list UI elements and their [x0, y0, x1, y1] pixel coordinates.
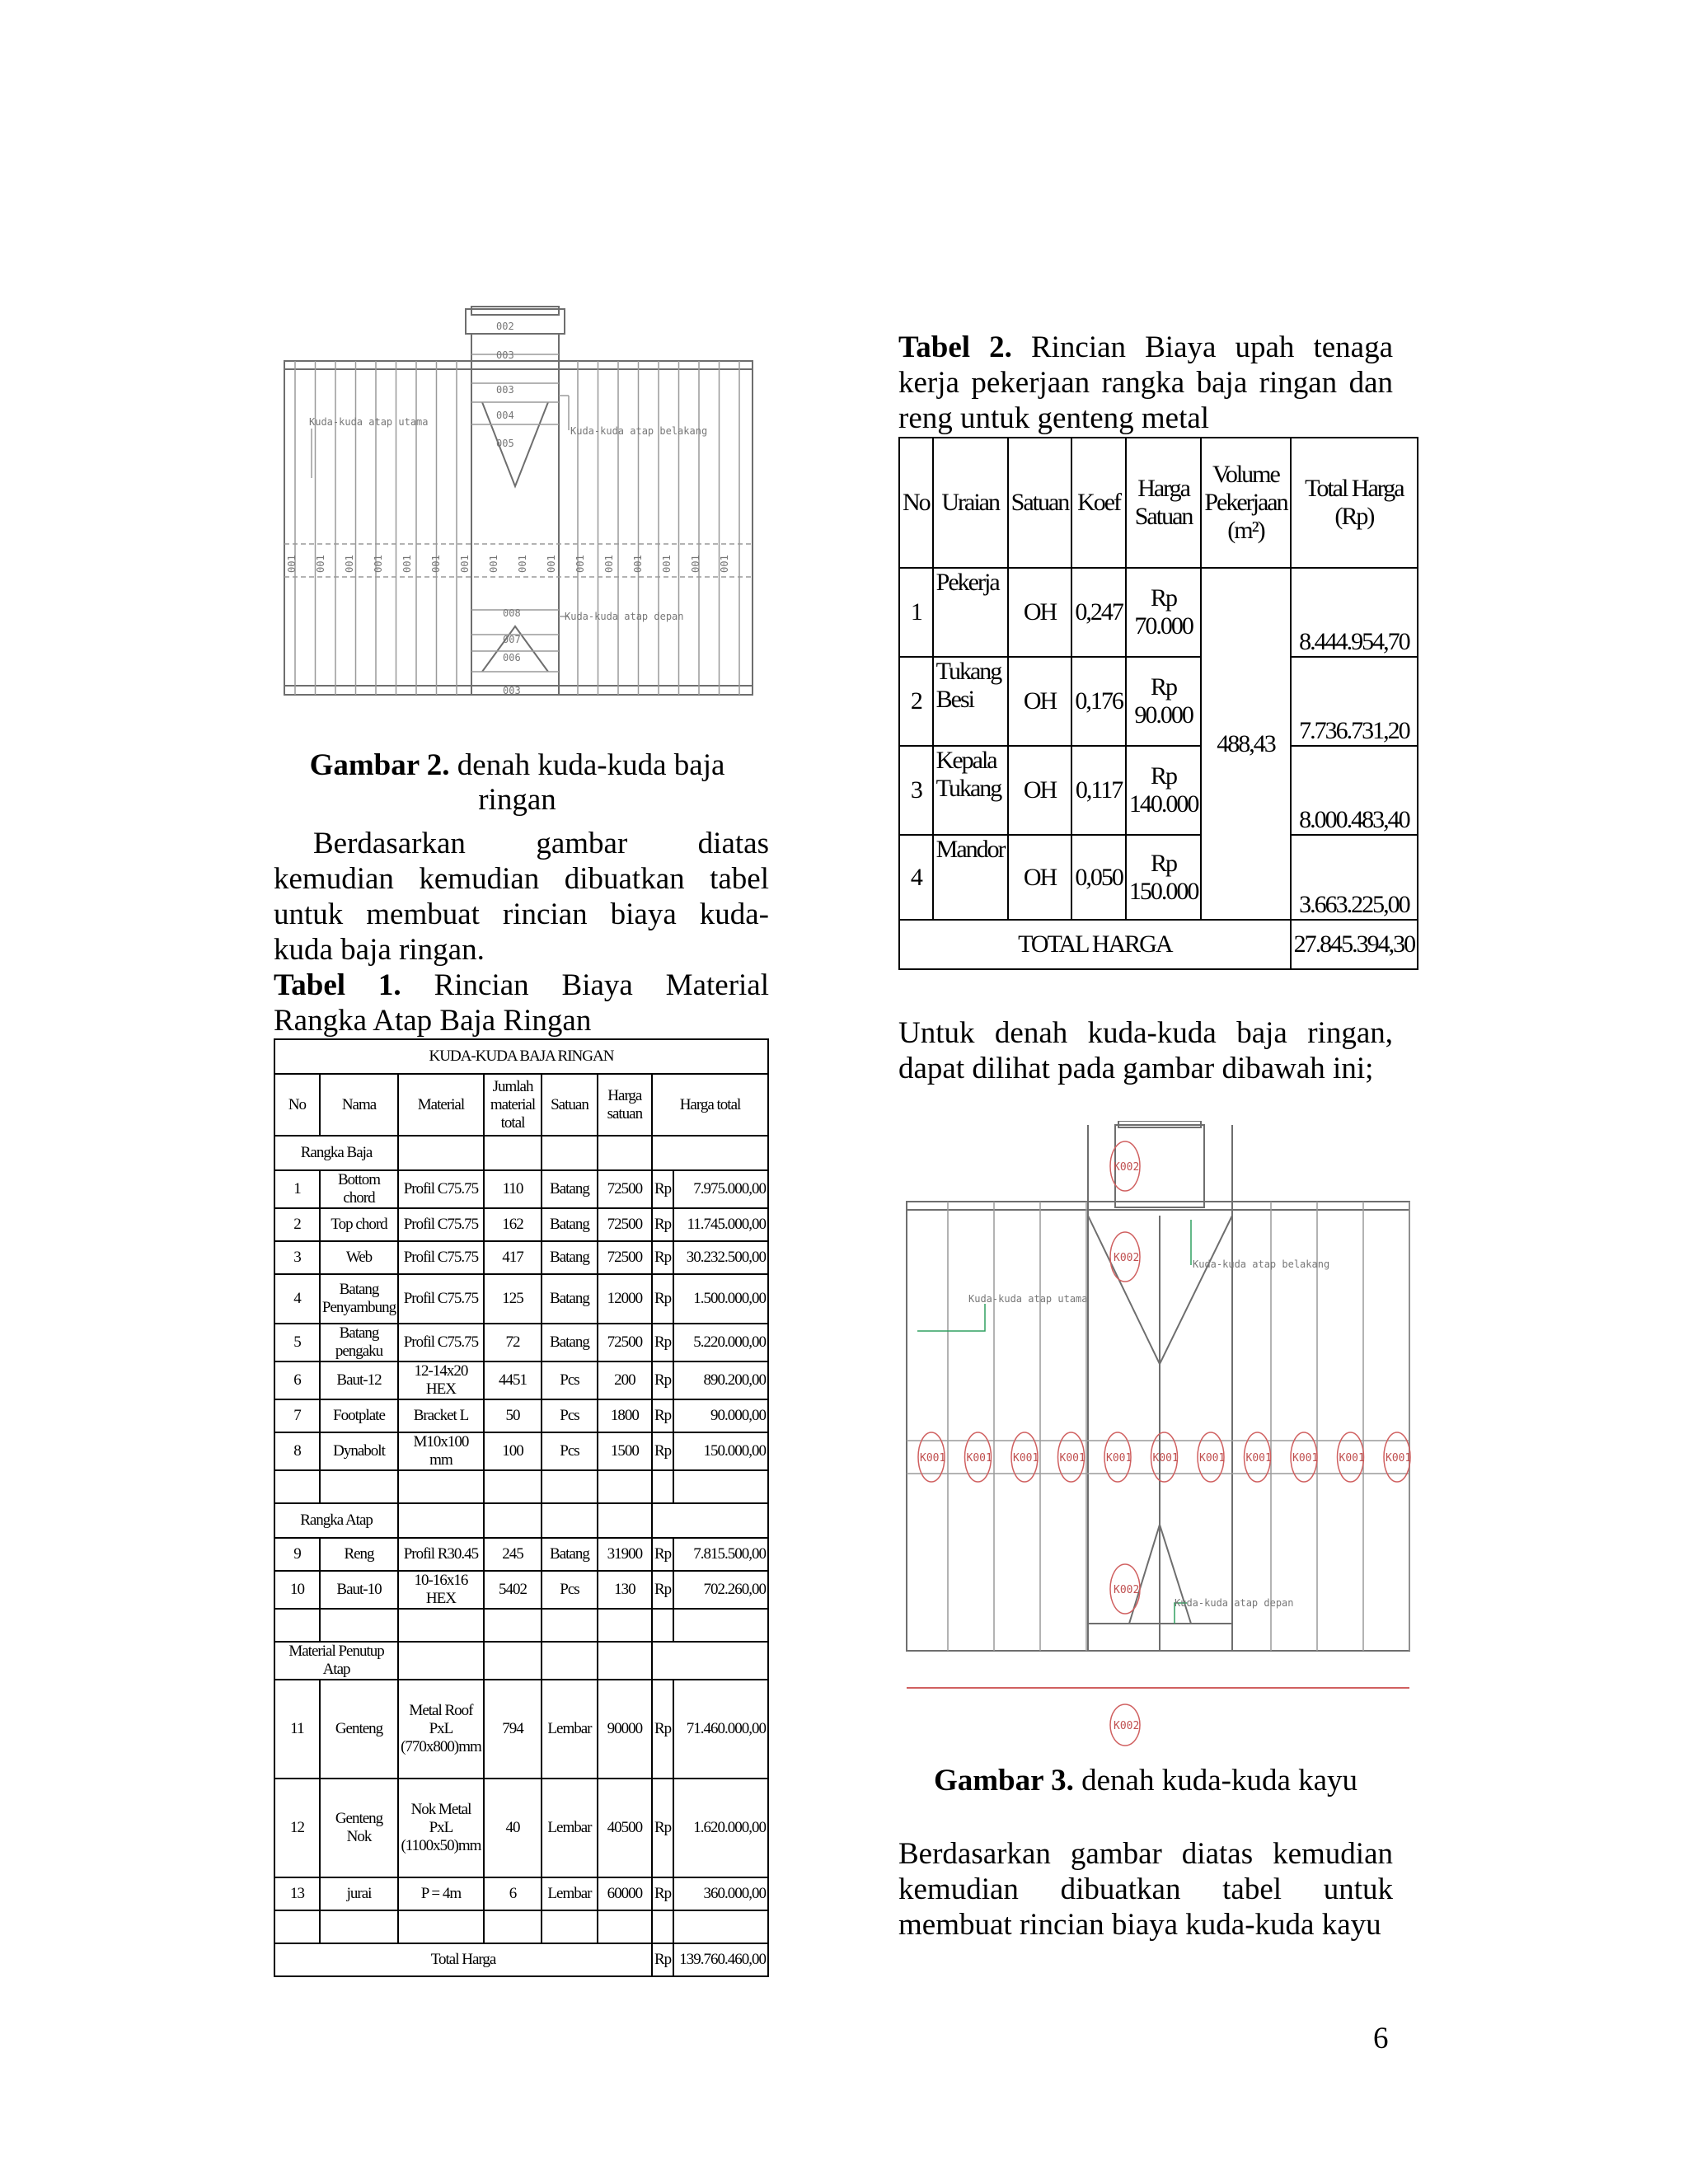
table-1-header-material: Material — [398, 1074, 484, 1136]
table-1-cell-material: Nok Metal PxL (1100x50)mm — [398, 1779, 484, 1877]
table-1-cell-material: Metal Roof PxL (770x800)mm — [398, 1680, 484, 1779]
figure-2-caption-label: Gambar 2. — [309, 748, 450, 782]
table-1-cell-rp: Rp — [652, 1779, 673, 1877]
fig2-code-c: 003 — [496, 384, 514, 396]
table-2-caption-line-3: reng untuk genteng metal — [898, 401, 1210, 435]
fig3-code-k001: K001 — [1106, 1452, 1132, 1465]
table-1-cell-total: 890.200,00 — [673, 1361, 768, 1399]
table-1-cell-satuan: Lembar — [542, 1680, 597, 1779]
table-1-total-rp: Rp — [652, 1943, 673, 1976]
table-2-cell-harga: Rp 150.000 — [1126, 835, 1202, 920]
table-1-cell-satuan: Batang — [542, 1170, 597, 1208]
table-1-cell-nama: Dynabolt — [320, 1432, 398, 1470]
table-1-row — [274, 1538, 768, 1571]
table-1-cell-satuan: Pcs — [542, 1432, 597, 1470]
table-1-header-satuan: Satuan — [542, 1074, 597, 1136]
fig3-code-k002-a: K002 — [1114, 1161, 1140, 1174]
fig2-code-001: 001 — [546, 555, 557, 573]
table-1-cell-no: 1 — [274, 1170, 320, 1208]
table-2-cell-harga: Rp 70.000 — [1126, 568, 1202, 657]
table-1-cell-satuan: Batang — [542, 1208, 597, 1241]
table-1-cell-no: 6 — [274, 1361, 320, 1399]
table-1-cell-nama: Footplate — [320, 1399, 398, 1432]
table-2-cell-satuan: OH — [1008, 568, 1072, 657]
table-2-cell-volume: 488,43 — [1201, 568, 1290, 920]
table-2-total-value: 27.845.394,30 — [1291, 920, 1418, 969]
paragraph-1-line-3: untuk membuat rincian biaya kuda- — [274, 898, 769, 931]
table-1-cell-harga: 72500 — [598, 1324, 652, 1361]
figure-3-caption-label: Gambar 3. — [933, 1764, 1074, 1797]
table-2-header-harga: Harga Satuan — [1126, 438, 1202, 568]
table-1-section-rangka-baja: Rangka Baja — [274, 1136, 398, 1170]
fig2-code-001: 001 — [401, 555, 413, 573]
fig2-label-back: Kuda-kuda atap belakang — [570, 425, 708, 437]
table-1-cell-rp: Rp — [652, 1208, 673, 1241]
table-1-cell-rp: Rp — [652, 1170, 673, 1208]
fig2-code-e: 005 — [496, 438, 514, 449]
table-2-cell-no: 3 — [899, 746, 933, 835]
figure-3-caption-text: denah kuda-kuda kayu — [1081, 1764, 1358, 1797]
fig3-code-k001: K001 — [966, 1452, 992, 1465]
table-1-row — [274, 1432, 768, 1470]
table-1-cell-rp: Rp — [652, 1324, 673, 1361]
table-2-cell-uraian: Mandor — [933, 835, 1008, 920]
table-1-cell-jumlah: 245 — [484, 1538, 542, 1571]
table-1-cell-satuan: Lembar — [542, 1877, 597, 1910]
table-1-cell-no: 13 — [274, 1877, 320, 1910]
table-2-cell-uraian: Tukang Besi — [933, 657, 1008, 746]
table-1-cell-total: 702.260,00 — [673, 1571, 768, 1609]
table-1-cell-material: Profil R30.45 — [398, 1538, 484, 1571]
table-1-cell-harga: 31900 — [598, 1538, 652, 1571]
figure-2-caption — [280, 748, 754, 818]
table-2-caption — [898, 330, 1393, 436]
table-1-cell-harga: 12000 — [598, 1274, 652, 1324]
table-2-header-total: Total Harga (Rp) — [1291, 438, 1418, 568]
table-1-cell-no: 12 — [274, 1779, 320, 1877]
table-2-row — [899, 835, 1418, 920]
table-1-cell-nama: Reng — [320, 1538, 398, 1571]
table-1-header-harga-satuan: Harga satuan — [598, 1074, 652, 1136]
table-1-cell-no: 7 — [274, 1399, 320, 1432]
table-2-labor-cost — [898, 437, 1418, 970]
table-1-cell-no: 5 — [274, 1324, 320, 1361]
table-1-cell-jumlah: 417 — [484, 1241, 542, 1274]
paragraph-1-line-1: Berdasarkan gambar diatas — [313, 827, 769, 860]
table-1-cell-satuan: Pcs — [542, 1399, 597, 1432]
table-1-cell-material: Bracket L — [398, 1399, 484, 1432]
fig2-code-001: 001 — [286, 555, 298, 573]
table-1-cell-no: 9 — [274, 1538, 320, 1571]
table-2-row — [899, 746, 1418, 835]
paragraph-2-line-2: dapat dilihat pada gambar dibawah ini; — [898, 1052, 1374, 1085]
figure-3-wood-truss-plan — [903, 1121, 1414, 1751]
table-1-cell-nama: Baut-10 — [320, 1571, 398, 1609]
table-2-cell-no: 2 — [899, 657, 933, 746]
table-1-cell-jumlah: 4451 — [484, 1361, 542, 1399]
fig2-code-f: 008 — [503, 607, 521, 619]
fig3-label-front: Kuda-kuda atap depan — [1175, 1597, 1294, 1609]
paragraph-3 — [898, 1836, 1393, 1943]
table-1-cell-rp: Rp — [652, 1241, 673, 1274]
table-1-cell-harga: 130 — [598, 1571, 652, 1609]
table-1-title: KUDA-KUDA BAJA RINGAN — [274, 1039, 768, 1074]
table-1-cell-total: 30.232.500,00 — [673, 1241, 768, 1274]
table-1-cell-jumlah: 5402 — [484, 1571, 542, 1609]
fig3-code-k002-b: K002 — [1114, 1252, 1140, 1264]
fig2-code-001: 001 — [661, 555, 673, 573]
table-2-cell-koef: 0,247 — [1071, 568, 1126, 657]
table-2-cell-total: 8.444.954,70 — [1291, 568, 1418, 657]
table-1-cell-rp: Rp — [652, 1538, 673, 1571]
table-2-caption-label: Tabel 2. — [898, 330, 1012, 364]
table-1-cell-material: Profil C75.75 — [398, 1170, 484, 1208]
table-1-cell-harga: 1500 — [598, 1432, 652, 1470]
table-1-cell-rp: Rp — [652, 1571, 673, 1609]
fig3-code-k001: K001 — [1013, 1452, 1039, 1465]
fig3-code-k001: K001 — [920, 1452, 946, 1465]
table-1-cell-jumlah: 40 — [484, 1779, 542, 1877]
fig2-code-001: 001 — [517, 555, 528, 573]
page-number: 6 — [1373, 2022, 1389, 2055]
table-1-cell-rp: Rp — [652, 1399, 673, 1432]
table-1-cell-harga: 1800 — [598, 1399, 652, 1432]
table-2-cell-total: 3.663.225,00 — [1291, 835, 1418, 920]
table-1-header-harga-total: Harga total — [652, 1074, 768, 1136]
table-1-cell-nama: Genteng Nok — [320, 1779, 398, 1877]
table-1-cell-nama: Bottom chord — [320, 1170, 398, 1208]
table-1-row — [274, 1208, 768, 1241]
fig2-code-001: 001 — [488, 555, 499, 573]
table-1-cell-nama: jurai — [320, 1877, 398, 1910]
table-1-cell-rp: Rp — [652, 1680, 673, 1779]
table-2-header-satuan: Satuan — [1008, 438, 1072, 568]
fig2-code-001: 001 — [373, 555, 384, 573]
table-1-cell-total: 5.220.000,00 — [673, 1324, 768, 1361]
table-1-cell-satuan: Pcs — [542, 1571, 597, 1609]
table-1-cell-satuan: Batang — [542, 1274, 597, 1324]
table-1-cell-total: 150.000,00 — [673, 1432, 768, 1470]
table-1-header-nama: Nama — [320, 1074, 398, 1136]
table-1-cell-material: 12-14x20 HEX — [398, 1361, 484, 1399]
table-1-cell-material: 10-16x16 HEX — [398, 1571, 484, 1609]
table-1-header-no: No — [274, 1074, 320, 1136]
table-1-cell-material: Profil C75.75 — [398, 1208, 484, 1241]
table-1-cell-harga: 200 — [598, 1361, 652, 1399]
fig2-code-001: 001 — [719, 555, 730, 573]
table-1-cell-harga: 90000 — [598, 1680, 652, 1779]
table-1-cell-harga: 72500 — [598, 1170, 652, 1208]
fig2-code-001: 001 — [632, 555, 644, 573]
paragraph-1 — [274, 826, 769, 968]
table-2-cell-koef: 0,117 — [1071, 746, 1126, 835]
table-1-cell-total: 7.975.000,00 — [673, 1170, 768, 1208]
table-1-cell-no: 3 — [274, 1241, 320, 1274]
table-1-row — [274, 1779, 768, 1877]
table-1-cell-material: Profil C75.75 — [398, 1241, 484, 1274]
table-1-row — [274, 1877, 768, 1910]
table-1-cell-jumlah: 110 — [484, 1170, 542, 1208]
fig2-code-001: 001 — [603, 555, 615, 573]
fig2-code-001: 001 — [344, 555, 355, 573]
paragraph-2-line-1: Untuk denah kuda-kuda baja ringan, — [898, 1016, 1393, 1050]
table-1-row — [274, 1170, 768, 1208]
table-1-cell-harga: 60000 — [598, 1877, 652, 1910]
table-1-cell-satuan: Batang — [542, 1324, 597, 1361]
fig2-code-i: 003 — [503, 685, 521, 696]
table-1-cell-jumlah: 100 — [484, 1432, 542, 1470]
table-2-header-no: No — [899, 438, 933, 568]
table-1-cell-rp: Rp — [652, 1432, 673, 1470]
table-1-row — [274, 1680, 768, 1779]
table-1-cell-nama: Genteng — [320, 1680, 398, 1779]
table-1-row — [274, 1399, 768, 1432]
fig3-label-back: Kuda-kuda atap belakang — [1193, 1258, 1330, 1270]
table-1-row — [274, 1241, 768, 1274]
table-1-cell-satuan: Lembar — [542, 1779, 597, 1877]
fig2-code-001: 001 — [459, 555, 471, 573]
table-1-cell-total: 7.815.500,00 — [673, 1538, 768, 1571]
table-1-cell-no: 11 — [274, 1680, 320, 1779]
fig2-code-001: 001 — [574, 555, 586, 573]
table-1-cell-jumlah: 72 — [484, 1324, 542, 1361]
figure-3-caption — [898, 1764, 1393, 1798]
table-1-cell-total: 11.745.000,00 — [673, 1208, 768, 1241]
fig3-code-k001: K001 — [1199, 1452, 1226, 1465]
table-1-cell-material: P = 4m — [398, 1877, 484, 1910]
table-1-material-cost — [274, 1038, 769, 1977]
table-1-cell-total: 90.000,00 — [673, 1399, 768, 1432]
table-1-row — [274, 1274, 768, 1324]
fig3-code-k001: K001 — [1152, 1452, 1179, 1465]
table-2-caption-line-2: kerja pekerjaan rangka baja ringan dan — [898, 366, 1393, 400]
paragraph-1-line-2: kemudian kemudian dibuatkan tabel — [274, 862, 769, 896]
fig2-code-g: 007 — [503, 634, 521, 645]
table-1-caption-line-1: Rincian Biaya Material — [434, 968, 770, 1002]
table-2-cell-satuan: OH — [1008, 657, 1072, 746]
table-1-row — [274, 1361, 768, 1399]
table-1-caption — [274, 968, 769, 1038]
table-2-header-volume: Volume Pekerjaan (m²) — [1201, 438, 1290, 568]
table-1-cell-nama: Top chord — [320, 1208, 398, 1241]
table-1-cell-material: Profil C75.75 — [398, 1324, 484, 1361]
fig2-code-h: 006 — [503, 652, 521, 663]
table-2-cell-satuan: OH — [1008, 746, 1072, 835]
paragraph-2 — [898, 1015, 1393, 1086]
figure-2-caption-text: denah kuda-kuda baja ringan — [457, 748, 725, 817]
table-1-cell-material: Profil C75.75 — [398, 1274, 484, 1324]
fig3-code-k001: K001 — [1059, 1452, 1085, 1465]
fig3-label-main: Kuda-kuda atap utama — [968, 1293, 1088, 1305]
fig3-code-k002-c: K002 — [1114, 1584, 1140, 1596]
fig3-code-k001: K001 — [1339, 1452, 1365, 1465]
table-2-cell-uraian: Kepala Tukang — [933, 746, 1008, 835]
table-1-caption-line-2: Rangka Atap Baja Ringan — [274, 1004, 592, 1038]
table-1-cell-satuan: Batang — [542, 1538, 597, 1571]
table-1-cell-harga: 72500 — [598, 1208, 652, 1241]
table-1-cell-jumlah: 162 — [484, 1208, 542, 1241]
paragraph-3-line-1: Berdasarkan gambar diatas kemudian — [898, 1837, 1393, 1871]
fig2-code-001: 001 — [430, 555, 442, 573]
table-2-cell-no: 1 — [899, 568, 933, 657]
table-1-cell-nama: Baut-12 — [320, 1361, 398, 1399]
fig2-code-a: 002 — [496, 321, 514, 332]
table-1-cell-no: 4 — [274, 1274, 320, 1324]
paragraph-3-line-2: kemudian dibuatkan tabel untuk — [898, 1872, 1393, 1906]
table-1-cell-no: 2 — [274, 1208, 320, 1241]
table-1-cell-rp: Rp — [652, 1361, 673, 1399]
table-1-cell-total: 1.500.000,00 — [673, 1274, 768, 1324]
table-1-caption-label: Tabel 1. — [274, 968, 401, 1002]
table-2-cell-koef: 0,050 — [1071, 835, 1126, 920]
table-1-cell-nama: Batang Penyambung — [320, 1274, 398, 1324]
table-2-cell-no: 4 — [899, 835, 933, 920]
table-1-row — [274, 1324, 768, 1361]
table-2-cell-harga: Rp 140.000 — [1126, 746, 1202, 835]
table-1-section-penutup-atap: Material Penutup Atap — [274, 1642, 398, 1680]
table-2-header-koef: Koef — [1071, 438, 1126, 568]
table-1-cell-nama: Batang pengaku — [320, 1324, 398, 1361]
paragraph-1-line-4: kuda baja ringan. — [274, 933, 485, 967]
table-2-cell-koef: 0,176 — [1071, 657, 1126, 746]
table-1-cell-total: 360.000,00 — [673, 1877, 768, 1910]
table-1-cell-harga: 40500 — [598, 1779, 652, 1877]
table-1-cell-material: M10x100 mm — [398, 1432, 484, 1470]
table-1-cell-satuan: Pcs — [542, 1361, 597, 1399]
table-1-cell-jumlah: 794 — [484, 1680, 542, 1779]
table-2-row — [899, 657, 1418, 746]
fig3-code-k001: K001 — [1292, 1452, 1319, 1465]
table-1-cell-satuan: Batang — [542, 1241, 597, 1274]
table-2-row — [899, 568, 1418, 657]
table-2-header-uraian: Uraian — [933, 438, 1008, 568]
table-1-cell-total: 71.460.000,00 — [673, 1680, 768, 1779]
table-1-cell-no: 8 — [274, 1432, 320, 1470]
paragraph-3-line-3: membuat rincian biaya kuda-kuda kayu — [898, 1908, 1381, 1942]
table-1-cell-rp: Rp — [652, 1274, 673, 1324]
table-1-total-value: 139.760.460,00 — [673, 1943, 768, 1976]
table-2-total-label: TOTAL HARGA — [899, 920, 1291, 969]
fig3-code-k001: K001 — [1386, 1452, 1412, 1465]
fig2-code-001: 001 — [315, 555, 326, 573]
table-1-cell-no: 10 — [274, 1571, 320, 1609]
fig2-code-b: 003 — [496, 349, 514, 361]
table-1-cell-total: 1.620.000,00 — [673, 1779, 768, 1877]
table-1-cell-jumlah: 125 — [484, 1274, 542, 1324]
fig3-code-k002-d: K002 — [1114, 1720, 1140, 1732]
table-1-cell-jumlah: 6 — [484, 1877, 542, 1910]
table-1-cell-jumlah: 50 — [484, 1399, 542, 1432]
table-1-cell-nama: Web — [320, 1241, 398, 1274]
table-2-cell-harga: Rp 90.000 — [1126, 657, 1202, 746]
table-2-cell-total: 8.000.483,40 — [1291, 746, 1418, 835]
fig3-code-k001: K001 — [1245, 1452, 1272, 1465]
table-1-cell-harga: 72500 — [598, 1241, 652, 1274]
table-1-section-rangka-atap: Rangka Atap — [274, 1503, 398, 1538]
fig2-code-001: 001 — [690, 555, 701, 573]
figure-2-steel-truss-plan — [280, 305, 758, 729]
fig2-code-d: 004 — [496, 410, 514, 421]
table-1-cell-rp: Rp — [652, 1877, 673, 1910]
table-1-total-label: Total Harga — [274, 1943, 652, 1976]
table-1-header-jumlah: Jumlah material total — [484, 1074, 542, 1136]
fig2-label-front: Kuda-kuda atap depan — [565, 611, 684, 622]
fig2-label-main: Kuda-kuda atap utama — [309, 416, 429, 428]
table-2-cell-satuan: OH — [1008, 835, 1072, 920]
table-2-cell-uraian: Pekerja — [933, 568, 1008, 657]
table-1-row — [274, 1571, 768, 1609]
table-2-cell-total: 7.736.731,20 — [1291, 657, 1418, 746]
table-2-caption-line-1: Rincian Biaya upah tenaga — [1030, 330, 1394, 364]
